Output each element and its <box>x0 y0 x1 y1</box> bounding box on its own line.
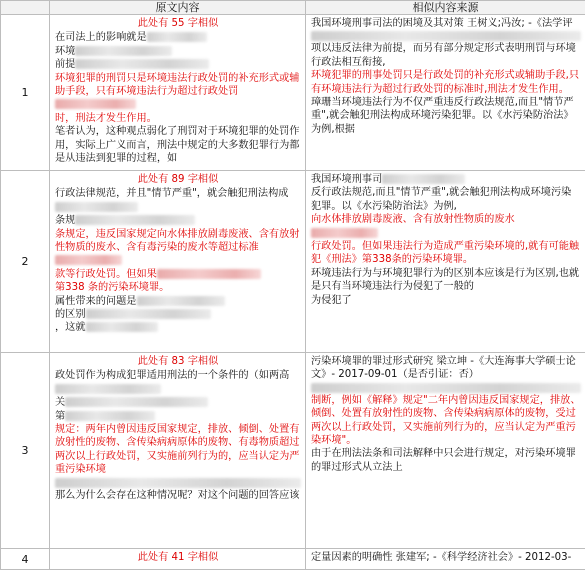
redacted-text <box>86 322 158 332</box>
right-text-segment: 由于在刑法法条和司法解释中只会进行规定，对污染环境罪的罪过形式从立法上 <box>311 448 576 472</box>
right-text-line <box>311 447 581 474</box>
source-content-cell <box>306 353 585 549</box>
table-row <box>1 15 585 171</box>
left-text-line <box>55 268 301 281</box>
right-text-segment: 我国环境刑事司 <box>311 174 382 185</box>
redacted-text <box>75 59 209 69</box>
source-content-cell <box>306 15 585 171</box>
source-content-cell <box>306 549 585 570</box>
redacted-text <box>75 215 195 225</box>
right-text-line <box>311 355 581 382</box>
left-text-segment: 规定：两年内曾因违反国家规定，排放、倾倒、处置有放射性的废物、含传染病病原体的废物、有毒物质超过两次以上行政处罚，又实施前列行为的，应当认定为严重污染环境 <box>55 424 300 475</box>
original-content-cell <box>50 15 306 171</box>
redacted-text <box>55 202 138 212</box>
right-text-line <box>311 96 581 136</box>
right-text-line <box>311 551 581 564</box>
left-text-line <box>55 228 301 268</box>
left-text-segment: 在司法上的影响就是 <box>55 32 147 43</box>
row-number: 2 <box>1 171 50 353</box>
header-original: 原文内容 <box>50 1 306 15</box>
redacted-text <box>382 174 465 184</box>
left-text-line <box>55 410 301 423</box>
right-text-line <box>311 42 581 69</box>
right-text-segment: 环境犯罪的刑事处罚只是行政处罚的补充形式或辅助手段,只有环境违法行为超过行政处罚的标准时,刑法才发生作用。 <box>311 70 579 94</box>
left-text-line <box>55 478 301 488</box>
table-row <box>1 549 585 570</box>
left-text-segment: 的区别 <box>55 309 86 320</box>
row-number: 4 <box>1 549 50 570</box>
left-text-line <box>55 112 301 125</box>
right-text-segment: 为侵犯了 <box>311 295 352 306</box>
redacted-text <box>55 384 161 394</box>
left-text-line <box>55 214 301 227</box>
table-row <box>1 353 585 549</box>
redacted-text <box>65 397 208 407</box>
left-text-segment: 政处罚作为构成犯罪适用刑法的一个条件的（如两高 <box>55 370 289 381</box>
left-text-segment: 关 <box>55 397 65 408</box>
redacted-text <box>75 46 172 56</box>
table-header-row <box>1 1 585 15</box>
redacted-text <box>311 228 378 238</box>
right-text-segment: 项以违反法律为前提，而另有部分规定形式表明刑罚与环境行政法相互衔接, <box>311 43 576 67</box>
redacted-text <box>55 99 136 109</box>
right-text-line <box>311 173 581 186</box>
right-text-segment: 污染环境罪的罪过形式研究 梁立坤 -《大连海事大学硕士论文》- 2017-09-01（是否引证：否） <box>311 356 576 380</box>
left-text-line <box>55 125 301 165</box>
similarity-label: 此处有 55 字相似 <box>55 17 301 30</box>
left-text-line <box>55 281 301 294</box>
left-text-segment: 笔者认为，这种观点弱化了刑罚对于环境犯罪的处罚作用，实际上广义而言，刑法中规定的大多数犯罪行为都是从违法到犯罪的过程，如 <box>55 126 300 164</box>
right-text-line <box>311 186 581 213</box>
left-text-segment: 前提 <box>55 59 75 70</box>
table-row <box>1 171 585 353</box>
similarity-label: 此处有 83 字相似 <box>55 355 301 368</box>
left-text-line <box>55 489 301 502</box>
left-text-line <box>55 396 301 409</box>
right-text-segment: 反行政法规范,而且"情节严重",就会触犯刑法构成环境污染犯罪。以《水污染防治法》为例, <box>311 187 571 211</box>
left-text-segment: 环境 <box>55 46 75 57</box>
redacted-text <box>55 255 122 265</box>
right-text-line <box>311 240 581 267</box>
redacted-text <box>65 411 155 421</box>
left-text-line <box>55 58 301 71</box>
right-text-segment: 环境违法行为与环境犯罪行为的区别本应该是行为区别,也就是只有当环境违法行为侵犯了一般的 <box>311 268 579 292</box>
row-number: 3 <box>1 353 50 549</box>
original-content-cell <box>50 549 306 570</box>
similarity-label: 此处有 89 字相似 <box>55 173 301 186</box>
left-text-line <box>55 423 301 477</box>
right-text-segment: 向水体排放剧毒废液、含有放射性物质的废水 <box>311 214 515 225</box>
left-text-segment: 那么为什么会存在这种情况呢？对这个问题的回答应该 <box>55 490 300 501</box>
right-text-line <box>311 213 581 240</box>
left-text-segment: 行政法律规范，并且"情节严重"，就会触犯刑法构成 <box>55 188 289 199</box>
redacted-text <box>86 309 211 319</box>
left-text-line <box>55 45 301 58</box>
left-text-line <box>55 308 301 321</box>
right-text-line <box>311 31 581 41</box>
original-content-cell <box>50 353 306 549</box>
left-text-line <box>55 295 301 308</box>
left-text-segment: 时，刑法才发生作用。 <box>55 113 157 124</box>
redacted-text <box>55 478 301 488</box>
redacted-text <box>157 269 261 279</box>
right-text-line <box>311 294 581 307</box>
left-text-segment: 条规定，违反国家规定向水体排放剧毒废液、含有放射性物质的废水、含有毒污染的废水等超过标准 <box>55 229 300 253</box>
left-text-segment: 款等行政处罚。但如果 <box>55 269 157 280</box>
right-text-segment: 我国环境刑事司法的困境及其对策 王树义;冯汝; -《法学评 <box>311 18 573 29</box>
redacted-text <box>137 296 225 306</box>
left-text-segment: 条规 <box>55 215 75 226</box>
redacted-text <box>311 31 581 41</box>
similarity-label: 此处有 41 字相似 <box>55 551 301 564</box>
right-text-line <box>311 17 581 30</box>
redacted-text <box>147 32 207 42</box>
left-text-segment: 第338 条的污染环境罪。 <box>55 282 169 293</box>
source-content-cell <box>306 171 585 353</box>
header-blank <box>1 1 50 15</box>
right-text-segment: 制断，例如《解释》规定"二年内曾因违反国家规定，排放、倾倒、处置有放射性的废物、含传染病病原体的废物，受过两次以上行政处罚，又实施前列行为的，应当认定为严重污染环境"。 <box>311 395 581 446</box>
right-text-segment: 璋珊当环境违法行为不仅严重违反行政法规范,而且"情节严重",就会触犯刑法构成环境污染犯罪。以《水污染防治法》为例,根据 <box>311 97 574 135</box>
left-text-line <box>55 72 301 112</box>
left-text-segment: 属性带来的问题是 <box>55 296 137 307</box>
left-text-line <box>55 31 301 44</box>
right-text-line <box>311 383 581 393</box>
original-content-cell <box>50 171 306 353</box>
right-text-segment: 行政处罚。但如果违法行为造成严重污染环境的,就有可能触犯《刑法》第338条的污染环境罪。 <box>311 241 579 265</box>
redacted-text <box>311 383 581 393</box>
right-text-line <box>311 267 581 294</box>
left-text-line <box>55 321 301 334</box>
row-number: 1 <box>1 15 50 171</box>
right-text-segment: 定量因素的明确性 张建军; -《科学经济社会》- 2012-03- <box>311 552 571 563</box>
header-source: 相似内容来源 <box>306 1 585 15</box>
left-text-segment: ，这就 <box>55 322 86 333</box>
left-text-line <box>55 369 301 396</box>
left-text-segment: 环境犯罪的刑罚只是环境违法行政处罚的补充形式或辅助手段，只有环境违法行为超过行政处罚 <box>55 73 300 97</box>
right-text-line <box>311 69 581 96</box>
right-text-line <box>311 394 581 448</box>
left-text-segment: 第 <box>55 411 65 422</box>
left-text-line <box>55 187 301 214</box>
